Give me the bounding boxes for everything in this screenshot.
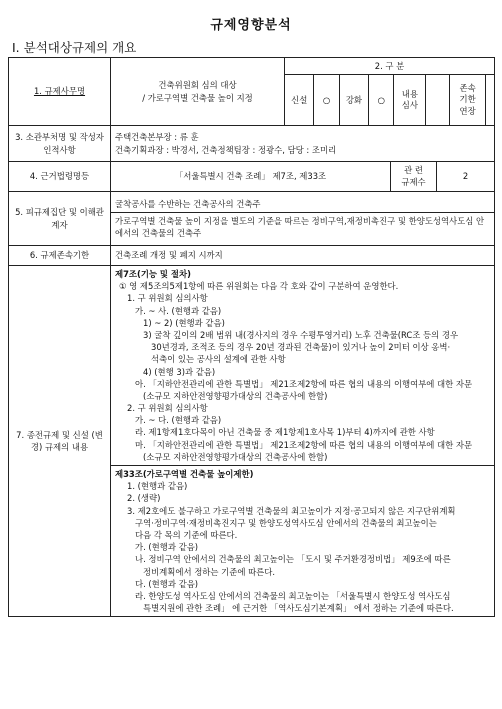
category-new-mark: ○: [314, 75, 339, 125]
category-strengthen-mark: ○: [369, 75, 394, 125]
art7-line: 석축이 있는 공사의 설계에 관한 사항: [151, 354, 286, 365]
duration-content: 건축조례 개정 및 폐지 시까지: [111, 246, 495, 266]
article-33-block: [111, 466, 494, 616]
article-7-block: [111, 266, 494, 466]
art7-line: 제7조(기능 및 절차): [115, 269, 191, 279]
regulation-name-content: [111, 58, 285, 126]
art7-line: 4) (현행 3)과 같음): [143, 366, 216, 377]
section-title: Ⅰ. 분석대상규제의 개요: [12, 40, 137, 55]
art7-line: 마. 「지하안전관리에 관한 특별법」 제21조제2항에 따른 협의 내용의 이행여부에 대한 자문: [135, 439, 473, 450]
art7-line: 3) 굴착 깊이의 2배 범위 내(경사지의 경우 수평투영거리) 노후 건축물(RC조 등의 경우: [143, 329, 459, 340]
art7-line: 라. 제1항제1호다목이 아닌 건축물 중 제1항제1호사목 1)부터 4)까지에 관한 사항: [135, 427, 435, 438]
art7-line: ① 영 제5조의5제1항에 따른 위원회는 다음 각 호와 같이 구분하여 운영한다.: [119, 281, 399, 292]
art33-line: 3. 제2호에도 불구하고 가로구역별 건축물의 최고높이가 지정·공고되지 않은 지구단위계획: [127, 505, 456, 516]
art33-line: 특별지원에 관한 조례」 에 근거한 「역사도심기본계획」 에서 정하는 기준에 따른다.: [143, 603, 454, 614]
label-legal-basis: 4. 근거법령명등: [9, 162, 111, 192]
ministry-line1: 주택건축본부장 : 류 훈: [115, 132, 199, 143]
category-subtable: [285, 58, 494, 125]
art33-line: 제33조(가로구역별 건축물 높이제한): [115, 469, 254, 479]
label-duration: 6. 규제존속기한: [9, 246, 111, 266]
category-cell: [285, 58, 495, 126]
label-ministry: 3. 소관부처명 및 작성자 인적사항: [9, 126, 111, 162]
regulation-content: [111, 266, 495, 617]
art7-line: (소규모 지하안전영향평가대상의 건축공사에 한함): [143, 390, 328, 401]
art33-line: 나. 정비구역 안에서의 건축물의 최고높이는 「도시 및 주거환경정비법」 제9조에 따른: [135, 554, 451, 565]
regulated-group-line1: 굴착공사를 수반하는 건축공사의 건축주: [111, 196, 494, 213]
art7-line: 1. 구 위원회 심의사항: [127, 293, 208, 304]
art33-line: 1. (현행과 같음): [127, 481, 188, 492]
category-strengthen-label: 강화: [339, 75, 368, 125]
category-sunset-mark: [486, 75, 495, 125]
art7-line: 가. ~ 사. (현행과 같음): [135, 305, 222, 316]
row-regulation-name: [9, 58, 495, 126]
art33-line: 2. (생략): [127, 493, 161, 504]
row-regulation-content: [9, 266, 495, 617]
regulated-group-line2: 가로구역별 건축물 높이 지정을 별도의 기준을 따르는 정비구역,재정비촉진구 및 한양도성역사도심 안에서의 건축물의 건축주: [115, 215, 485, 239]
related-count-value: 2: [437, 162, 495, 192]
row-duration: [9, 246, 495, 266]
category-internal-mark: [426, 75, 450, 125]
related-count-label: [391, 162, 437, 192]
art7-line: 1) ~ 2) (현행과 같음): [143, 317, 225, 328]
category-sunset-text: 존속 기한 연장: [459, 83, 476, 116]
row-legal-basis: [9, 162, 495, 192]
art33-line: 구역·정비구역·재정비촉진지구 및 한양도성역사도심 안에서의 건축물의 최고높이는: [135, 517, 437, 528]
label-regulation-content: 7. 종전규제 및 신설 (변경) 규제의 내용: [9, 266, 111, 617]
art7-line: 30년경과, 조적조 등의 경우 20년 경과된 건축물)이 있거나 높이 2미터 이상 옹벽·: [151, 342, 451, 353]
art7-line: 가. ~ 다. (현행과 같음): [135, 415, 222, 426]
category-header: 2. 구 분: [285, 58, 494, 75]
art7-line: 아. 「지하안전관리에 관한 특별법」 제21조제2항에 따른 협의 내용의 이행여부에 대한 자문: [135, 378, 473, 389]
regulation-name-line1: 건축위원회 심의 대상: [158, 80, 237, 91]
art33-line: 다음 각 목의 기준에 따른다.: [135, 529, 238, 540]
regulated-group-content: [111, 192, 495, 246]
art7-line: (소규모 지하안전영향평가대상의 건축공사에 한함): [143, 451, 328, 462]
legal-basis-content: 「서울특별시 건축 조례」 제7조, 제33조: [111, 162, 391, 192]
row-ministry: [9, 126, 495, 162]
art33-line: 다. (현행과 같음): [135, 578, 199, 589]
category-sunset-label: [450, 75, 486, 125]
label-regulation-name: 1. 규제사무명: [9, 58, 111, 126]
document-title: 규제영향분석: [210, 18, 292, 33]
regulation-table: [8, 57, 495, 617]
ministry-line2: 건축기획과장 : 박경서, 건축정책팀장 : 정광수, 담당 : 조미리: [115, 144, 337, 155]
label-regulated-group: 5. 피규제집단 및 이해관계자: [9, 192, 111, 246]
category-new-label: 신설: [285, 75, 314, 125]
art33-line: 가. (현행과 같음): [135, 542, 199, 553]
art7-line: 2. 구 위원회 심의사항: [127, 403, 208, 414]
ministry-content: [111, 126, 495, 162]
row-regulated-group: [9, 192, 495, 246]
art33-line: 정비계획에서 정하는 기준에 따른다.: [143, 566, 276, 577]
related-count-text: 관 련 규제수: [401, 165, 426, 187]
art33-line: 라. 한양도성 역사도심 안에서의 건축물의 최고높이는 「서울특별시 한양도성 역사도심: [135, 590, 451, 601]
category-internal-label: [394, 75, 426, 125]
regulation-name-line2: / 가로구역별 건축물 높이 지정: [142, 92, 253, 103]
category-internal-text: 내용 심사: [401, 88, 418, 111]
